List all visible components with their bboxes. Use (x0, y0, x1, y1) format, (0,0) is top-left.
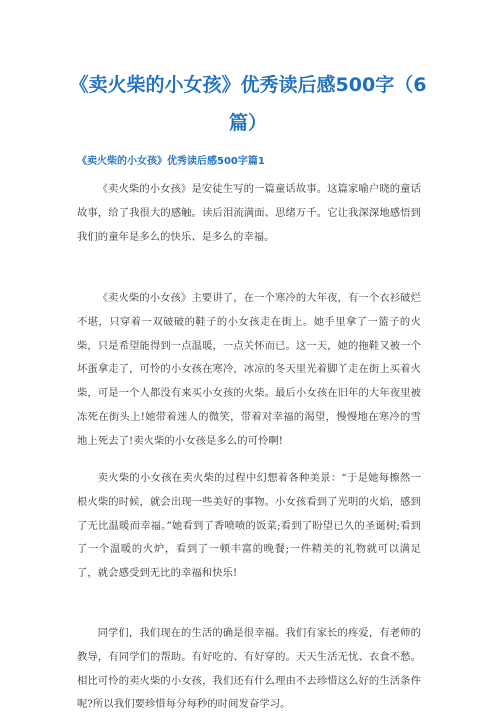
paragraph-3: 卖火柴的小女孩在卖火柴的过程中幻想着各种美景：“于是她每擦然一根火柴的时候，就会出现一些美好的事物。小女孩看到了光明的火焰，感到了无比温暖而幸福。”她看到了香喷喷的饭菜;看到了盼望已久的圣诞树;看到了一个温暖的火炉，看到了一顿丰富的晚餐;一件精美的礼物就可以满足了，就会感受到无比的幸福和快乐! (77, 472, 421, 580)
paragraph-2: 《卖火柴的小女孩》主要讲了，在一个寒冷的大年夜，有一个衣衫破烂不堪，只穿着一双破破的鞋子的小女孩走在街上。她手里拿了一篮子的火柴，只是希望能得到一点温暖，一点关怀而已。这一天，她的拖鞋又被一个坏蛋拿走了，可怜的小女孩在寒冷，冰凉的冬天里光着脚丫走在街上买着火柴，可是一个人都没有来买小女孩的火柴。最后小女孩在旧年的大年夜里被冻死在街头上!她带着迷人的微笑，带着对幸福的渴望，慢慢地在寒冷的雪地上死去了!卖火柴的小女孩是多么的可怜啊! (77, 292, 421, 447)
document-title: 《卖火柴的小女孩》优秀读后感500字（6篇） (69, 74, 427, 134)
paragraph-4: 同学们，我们现在的生活的确是很幸福。我们有家长的疼爱，有老师的教导，有同学们的帮助。有好吃的、有好穿的。天天生活无忧、衣食不愁。相比可怜的卖火柴的小女孩，我们还有什么理由不去珍惜这么好的生活条件呢?所以我们要珍惜每分每秒的时间发奋学习。 (77, 627, 421, 711)
paragraph-1: 《卖火柴的小女孩》是安徒生写的一篇童话故事。这篇家喻户晓的童话故事，给了我很大的感触。读后泪流满面、思绪万千。它让我深深地感悟到我们的童年是多么的快乐、是多么的幸福。 (77, 183, 421, 243)
section-heading: 《卖火柴的小女孩》优秀读后感500字篇1 (77, 156, 265, 167)
